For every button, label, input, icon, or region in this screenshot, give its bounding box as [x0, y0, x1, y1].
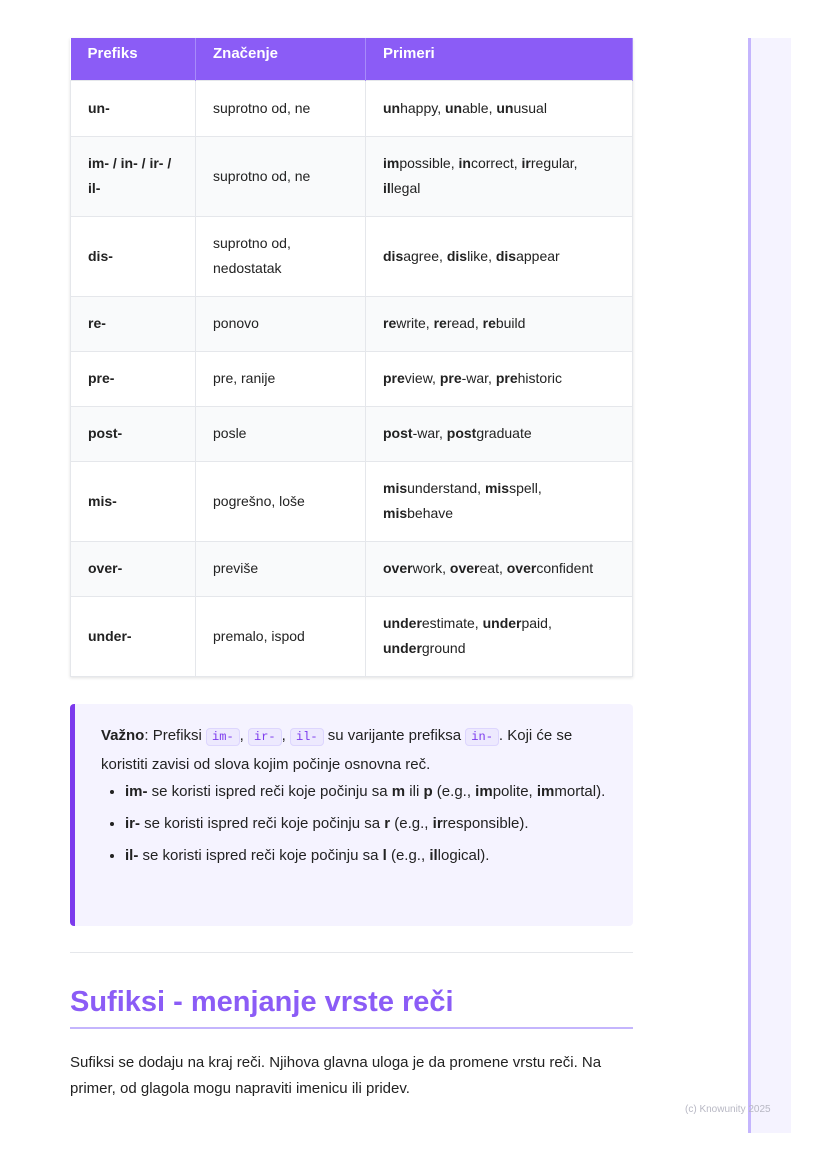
header-prefix: Prefiks: [71, 38, 196, 80]
prefix-cell: over-: [71, 541, 196, 596]
text-run: il-: [125, 847, 139, 864]
text-run: se koristi ispred reči koje počinju sa: [138, 847, 383, 864]
examples-cell: [366, 351, 633, 406]
prefix-cell: im- / in- / ir- / il-: [71, 136, 196, 216]
text-run: ili: [405, 783, 424, 800]
examples-cell: [366, 296, 633, 351]
text-run: correct,: [470, 155, 522, 171]
text-run: historic: [517, 370, 562, 386]
text-run: il: [429, 847, 438, 864]
text-run: mortal).: [554, 783, 606, 800]
prefix-cell: un-: [71, 80, 196, 136]
meaning-cell: previše: [196, 541, 366, 596]
text-run: logical).: [437, 847, 490, 864]
text-run: im-: [125, 783, 148, 800]
text-run: pre: [383, 370, 405, 386]
prefix-cell: pre-: [71, 351, 196, 406]
callout-intro: [101, 722, 607, 779]
text-run: dis: [495, 247, 517, 264]
text-run: su varijante prefiksa: [323, 727, 466, 744]
meaning-cell: posle: [196, 406, 366, 461]
inline-code: im-: [206, 728, 240, 746]
text-run: (e.g.,: [386, 847, 430, 864]
text-run: agree,: [403, 247, 447, 264]
meaning-cell: pogrešno, loše: [196, 461, 366, 541]
text-run: (e.g.,: [390, 815, 433, 832]
inline-code: ir-: [248, 728, 282, 746]
prefix-cell: under-: [71, 596, 196, 676]
text-run: re: [482, 315, 496, 331]
text-run: ir: [432, 815, 443, 832]
inline-code: il-: [290, 728, 324, 746]
text-run: il: [383, 180, 391, 196]
table-row: [71, 136, 633, 216]
text-run: un: [496, 99, 514, 116]
text-run: im: [536, 783, 555, 800]
examples-cell: [366, 406, 633, 461]
text-run: re: [433, 315, 447, 331]
text-run: estimate,: [421, 615, 483, 631]
text-run: Važno: [101, 727, 145, 744]
section-heading: Sufiksi - menjanje vrste reči: [70, 986, 633, 1029]
text-run: r: [384, 815, 391, 832]
meaning-cell: ponovo: [196, 296, 366, 351]
prefix-cell: mis-: [71, 461, 196, 541]
section-paragraph: Sufiksi se dodaju na kraj reči. Njihova glavna uloga je da promene vrstu reči. Na primer, od glagola mogu napraviti imenicu ili pridev.: [70, 1054, 602, 1097]
callout-list: [101, 779, 607, 869]
text-run: confident: [536, 560, 594, 576]
header-examples: Primeri: [366, 38, 633, 80]
text-run: ground: [421, 640, 466, 656]
text-run: over: [449, 560, 480, 576]
examples-cell: [366, 596, 633, 676]
text-run: l: [382, 847, 387, 864]
prefix-cell: re-: [71, 296, 196, 351]
table-row: [71, 80, 633, 136]
table-row: [71, 596, 633, 676]
text-run: dis: [446, 247, 468, 264]
text-run: view,: [404, 370, 440, 386]
text-run: ir: [521, 155, 531, 171]
text-run: over: [506, 560, 537, 576]
text-run: (e.g.,: [432, 783, 476, 800]
table-row: [71, 216, 633, 296]
text-run: un: [445, 99, 463, 116]
text-run: -war,: [461, 370, 496, 386]
inline-code: in-: [465, 728, 499, 746]
table-row: [71, 541, 633, 596]
prefix-table: [70, 38, 633, 677]
table-row: [71, 406, 633, 461]
callout-bullet: [125, 779, 607, 805]
text-run: understand,: [407, 480, 485, 496]
text-run: se koristi ispred reči koje počinju sa: [140, 815, 385, 832]
text-run: under: [482, 615, 522, 631]
text-run: pre: [495, 370, 518, 386]
text-run: post: [383, 425, 413, 441]
text-run: work,: [412, 560, 450, 576]
callout-bullet: [125, 843, 607, 869]
text-run: re: [383, 315, 397, 331]
text-run: mis: [484, 480, 510, 496]
text-run: usual: [513, 99, 547, 116]
text-run: m: [391, 783, 406, 800]
text-run: under: [383, 640, 422, 656]
text-run: under: [383, 615, 422, 631]
text-run: possible,: [399, 155, 459, 171]
divider: [70, 952, 633, 953]
text-run: write,: [396, 315, 434, 331]
header-meaning: Značenje: [196, 38, 366, 80]
text-run: over: [383, 560, 413, 576]
text-run: post: [446, 425, 477, 441]
prefix-cell: post-: [71, 406, 196, 461]
meaning-cell: suprotno od, ne: [196, 136, 366, 216]
text-run: im: [383, 155, 400, 171]
examples-cell: [366, 541, 633, 596]
copyright: (c) Knowunity 2025: [685, 1104, 771, 1115]
meaning-cell: suprotno od, ne: [196, 80, 366, 136]
text-run: like,: [467, 247, 496, 264]
text-run: regular,: [530, 155, 578, 171]
meaning-cell: pre, ranije: [196, 351, 366, 406]
text-run: build: [495, 315, 526, 331]
text-run: appear: [516, 247, 560, 264]
text-run: able,: [462, 99, 497, 116]
text-run: p: [423, 783, 433, 800]
table-row: [71, 296, 633, 351]
prefix-cell: dis-: [71, 216, 196, 296]
text-run: ,: [281, 727, 290, 744]
text-run: polite,: [492, 783, 537, 800]
text-run: legal: [390, 180, 421, 196]
text-run: spell,: [509, 480, 542, 496]
text-run: un: [383, 99, 401, 116]
text-run: eat,: [479, 560, 507, 576]
text-run: -war,: [412, 425, 447, 441]
text-run: mis: [383, 505, 408, 521]
text-run: mis: [383, 480, 408, 496]
text-run: behave: [407, 505, 454, 521]
text-run: pre: [439, 370, 462, 386]
examples-cell: [366, 461, 633, 541]
text-run: happy,: [400, 99, 445, 116]
text-run: dis: [383, 247, 404, 264]
text-run: ,: [239, 727, 248, 744]
text-run: read,: [446, 315, 483, 331]
text-run: responsible).: [442, 815, 529, 832]
important-callout: [70, 704, 633, 926]
meaning-cell: premalo, ispod: [196, 596, 366, 676]
text-run: graduate: [476, 425, 532, 441]
side-panel: [748, 38, 791, 1133]
text-run: . Koji će se koristiti zavisi od slova kojim počinje osnovna reč.: [101, 727, 573, 773]
text-run: ir-: [125, 815, 140, 832]
examples-cell: [366, 80, 633, 136]
text-run: in: [458, 155, 471, 171]
text-run: se koristi ispred reči koje počinju sa: [147, 783, 392, 800]
text-run: paid,: [521, 615, 552, 631]
table-row: [71, 461, 633, 541]
text-run: im: [475, 783, 493, 800]
table-row: [71, 351, 633, 406]
meaning-cell: suprotno od, nedostatak: [196, 216, 366, 296]
callout-bullet: [125, 811, 607, 837]
text-run: : Prefiksi: [144, 727, 207, 744]
examples-cell: [366, 216, 633, 296]
examples-cell: [366, 136, 633, 216]
